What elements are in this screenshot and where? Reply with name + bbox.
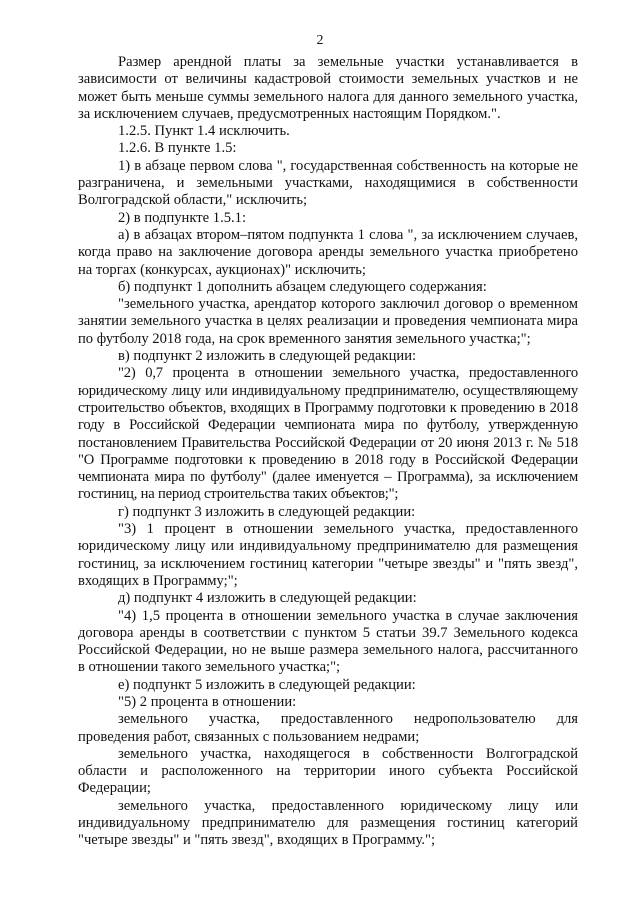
paragraph-item-1: 1) в абзаце первом слова ", государственная собственность на которые не разграничена, и земельными участками, находящимися в собственности Волгоградской области," исключить;: [78, 157, 578, 209]
paragraph-rent-amount: Размер арендной платы за земельные участки устанавливается в зависимости от величины кадастровой стоимости земельных участков и не может быть меньше суммы земельного налога для данного земельного участка, за исключением случаев, предусмотренных настоящим Порядком.".: [78, 54, 578, 122]
document-body: [78, 54, 578, 850]
paragraph-hotels: земельного участка, предоставленного юридическому лицу или индивидуальному предпринимателю для размещения гостиниц категорий "четыре звезды" и "пять звезд", входящих в Программу.";: [78, 797, 578, 849]
paragraph-quote-temporary-use: "земельного участка, арендатор которого заключил договор о временном занятии земельного участка в целях реализации и проведения чемпионата мира по футболу 2018 года, на срок временного занятия земельного участка;";: [78, 296, 578, 347]
paragraph-item-2d: д) подпункт 4 изложить в следующей редакции:: [118, 590, 417, 607]
paragraph-quote-subitem-2: "2) 0,7 процента в отношении земельного участка, предоставленного юридическому лицу или индивидуальному предпринимателю, осуществляющему строительство объектов, входящих в Программу подготовки к проведению в 2018 году в Российской Федерации чемпионата мира по футболу, утвержденную постановлением Правительства Российской Федерации от 20 июня 2013 г. № 518 "О Программе подготовки к проведению в 2018 году в Российской Федерации чемпионата мира по футболу" (далее именуется – Программа), за исключением гостиниц, на период строительства таких объектов;";: [78, 365, 578, 503]
paragraph-item-2v: в) подпункт 2 изложить в следующей редакции:: [118, 348, 417, 365]
page-number: 2: [316, 33, 324, 48]
paragraph-subsoil-user: земельного участка, предоставленного недропользователю для проведения работ, связанных с пользованием недрами;: [78, 711, 578, 745]
paragraph-1-2-5: 1.2.5. Пункт 1.4 исключить.: [118, 123, 290, 140]
paragraph-quote-subitem-3: "3) 1 процент в отношении земельного участка, предоставленного юридическому лицу или индивидуальному предпринимателю для размещения гостиниц, за исключением гостиниц категории "четыре звезды" и "пять звезд", входящих в Программу;";: [78, 521, 578, 589]
paragraph-item-2g: г) подпункт 3 изложить в следующей редакции:: [118, 503, 416, 520]
paragraph-item-2e: е) подпункт 5 изложить в следующей редакции:: [118, 676, 416, 693]
paragraph-item-2a: а) в абзацах втором–пятом подпункта 1 слова ", за исключением случаев, когда право на заключение договора аренды земельного участка приобретено на торгах (конкурсах, аукционах)" исключить;: [78, 226, 578, 278]
paragraph-quote-subitem-4: "4) 1,5 процента в отношении земельного участка в случае заключения договора аренды в соответствии с пунктом 5 статьи 39.7 Земельного кодекса Российской Федерации, но не выше размера земельного налога, рассчитанного в отношении такого земельного участка;";: [78, 607, 578, 676]
paragraph-quote-subitem-5: "5) 2 процента в отношении:: [118, 693, 297, 710]
paragraph-item-2: 2) в подпункте 1.5.1:: [118, 209, 247, 226]
paragraph-1-2-6: 1.2.6. В пункте 1.5:: [118, 140, 237, 157]
paragraph-other-region: земельного участка, находящегося в собственности Волгоградской области и расположенного на территории иного субъекта Российской Федерации;: [78, 745, 578, 797]
paragraph-item-2b: б) подпункт 1 дополнить абзацем следующего содержания:: [118, 278, 487, 295]
